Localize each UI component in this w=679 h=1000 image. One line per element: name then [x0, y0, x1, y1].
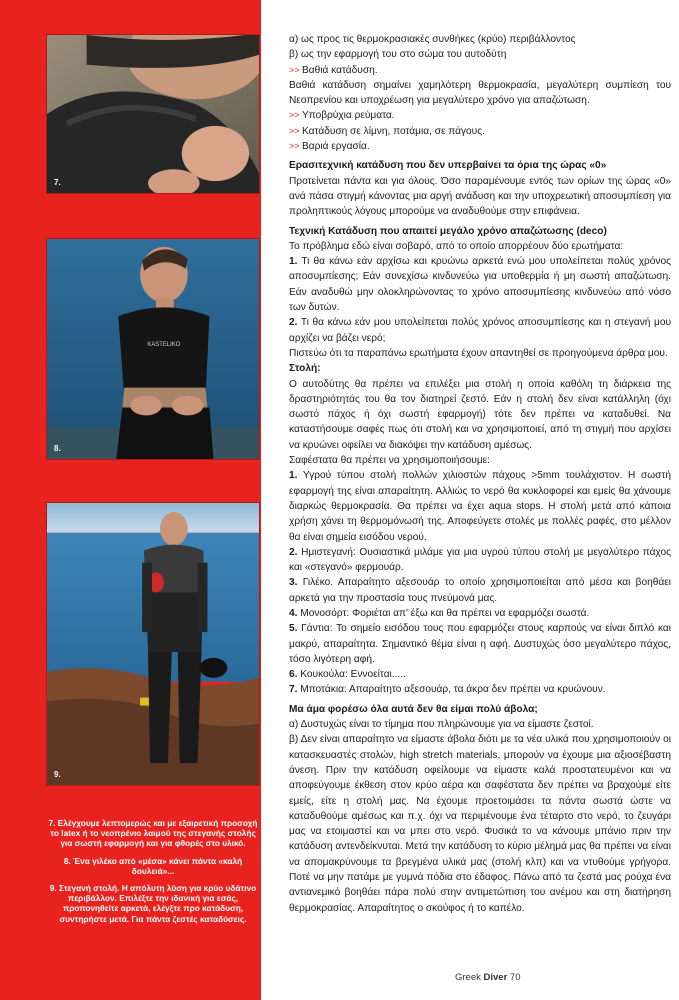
caption-9: 9. Στεγανή στολή. Η απόλυτη λύση για κρύο υδάτινο περιβάλλον. Επιλέξτε την ιδανική για εσάς, προπονηθείτε αρκετά, ελέγξτε προ κατάδυση, συντηρήστε μετά. Για πάντα ζεστές καταδύσεις. — [49, 883, 257, 924]
arrow-bullet-icon: >> — [289, 110, 300, 121]
section-heading: Τεχνική Κατάδυση που απαιτεί μεγάλο χρόνο απαζώτωσης (deco) — [289, 225, 607, 237]
numbered-item — [289, 621, 671, 667]
arrow-bullet-icon: >> — [289, 125, 300, 136]
caption-8: 8. Ένα γιλέκο από «μέσα» κάνει πάντα «καλή δουλειά»... — [63, 855, 243, 876]
numbered-item — [289, 575, 671, 606]
item-text: Γάντια: Το σημείο εισόδου τους που εφαρμόζει στους καρπούς να είναι διπλό και μακρύ, απαραίτητα. Σημαντικό θέμα είναι η αφή. Δυστυχώς όσο μεγαλύτερο πάχος, τόσο λιγότερη αφή. — [289, 623, 671, 665]
numbered-item — [289, 545, 671, 576]
photo-drysuit-diver — [46, 502, 260, 786]
item-text: Μποτάκια: Απαραίτητο αξεσουάρ, τα άκρα δεν πρέπει να κρυώνουν. — [300, 684, 606, 696]
item-text: Μονοσόρτ: Φοριέται απ' έξω και θα πρέπει να εφαρμόζει σωστά. — [300, 607, 590, 619]
photo-number: 7. — [54, 178, 61, 187]
photo-vest-diver — [46, 238, 260, 460]
article-body — [289, 32, 671, 916]
paragraph: Προτείνεται πάντα και για όλους. Όσο παραμένουμε εντός των ορίων της ώρας «0» ανά πάσα στιγμή κάνοντας μια αργή ανάδυση και την υποχρεωτική αποσυμπίεση για προληπτικούς λόγους μπορούμε να αναδυθούμε στην επιφάνεια. — [289, 175, 671, 218]
item-text: Τι θα κάνω εάν μου υπολείπεται πολύς χρόνος αποσυμπίεσης και η στεγανή μου αρχίζει να βάζει νερό; — [289, 317, 671, 344]
numbered-item — [289, 315, 671, 346]
item-text: Γιλέκο. Απαραίτητο αξεσουάρ το οποίο χρησιμοποιείται από μέσα και βοηθάει αρκετά για την προστασία τους πνεύμονά μας. — [289, 577, 671, 604]
bullet-item — [289, 108, 671, 123]
numbered-item — [289, 667, 671, 682]
paragraph: Πιστεύω ότι τα παραπάνω ερωτήματα έχουν απαντηθεί σε προηγούμενα άρθρα μου. — [289, 347, 668, 359]
paragraph: Βαθιά κατάδυση σημαίνει χαμηλότερη θερμοκρασία, μεγαλύτερη συμπίεση του Νεοπρενίου και υποχρέωση για μεγαλύτερο χρόνο για απαζώτωση. — [289, 79, 671, 107]
bullet-text: Υποβρύχια ρεύματα. — [302, 110, 395, 122]
numbered-item — [289, 468, 671, 544]
paragraph: Ο αυτοδύτης θα πρέπει να επιλέξει μια στολή η οποία καθόλη τη διάρκεια της δραστηριότητάς του θα τον διατηρεί ζεστό. Εάν η στολή δεν είναι κατάλληλη (όχι σωστό πάχος ή όχι σωστή εφαρμογή) τότε δεν πρέπει να καταδυθεί. Να καταστήσουμε σαφές πως ότι στολή και να χρησιμοποιεί, από τη στιγμή που αρχίσει να κρυώνει οφείλει να διακόψει την κατάδυση αμέσως. — [289, 378, 671, 451]
bullet-text: Κατάδυση σε λίμνη, ποτάμια, σε πάγους. — [302, 125, 485, 137]
numbered-item — [289, 606, 671, 621]
item-text: Κουκούλα: Εννοείται..... — [300, 669, 406, 681]
bullet-item — [289, 139, 671, 154]
photo-number: 9. — [54, 770, 61, 779]
item-number: 6. — [289, 669, 298, 681]
item-number: 2. — [289, 546, 298, 558]
bullet-item — [289, 124, 671, 139]
item-text: Τι θα κάνω εάν αρχίσω και κρυώνω αρκετά ενώ μου υπολείπεται πολύς χρόνος αποσυμπίεσης; Εάν συνεχίσω κινδυνεύω για υποθερμία ή μη σωστή απαζώτωση. Εάν αναδυθώ μην ολοκληρώνοντας το χρόνο αποσυμπίεσης κινδυνεύω από νόσο των δυτών. — [289, 256, 671, 314]
magazine-brand: Diver — [483, 972, 508, 983]
vest-brand-text: KASTELIKO — [147, 342, 181, 349]
numbered-item — [289, 682, 671, 697]
paragraph: β) Δεν είναι απαραίτητο να είμαστε άβολα διότι με τα νέα υλικά που χρησιμοποιούν οι κατασκευαστές στολών, high stretch materials, μπορούν να έχουμε μια αξιοσέβαστη άνεση. Πριν την κατάδυση οφείλουμε να είμαστε καλά προστατευμένοι και να αποφεύγουμε έκθεση στον κρύο αέρα και σαφέστατα δεν πρέπει να βραχούμε είτε εμείς, είτε η στολή μας. Να έχουμε προετοιμάσει τα πάντα σωστά ώστε να καταδυθούμε αμέσως και π.χ. όχι να περιμένουμε ένα τέταρτο στο νερό, το ζευγάρι μας να ετοιμαστεί και να μπει στο νερό. Φυσικά το να κάνουμε μπάνιο πριν την κατάδυση αντενδείκνυται. Μετά την κατάδυση το κύριο μέλημά μας θα πρέπει να είναι να απομακρύνουμε τα βρεγμένα υλικά μας (στολή κλπ) και να ντυθούμε γρήγορα. Ποτέ να μην πατάμε με γυμνά πόδια στο έδαφος. Πάνω από τα ζεστά μας ρούχα ένα αντιανεμικό βοηθάει πάρα πολύ στην αντιμετώπιση του ανέμου και στη διατήρηση θερμοκρασίας. Απαραίτητος ο σκούφος ή το καπέλο. — [289, 734, 671, 914]
vest-diver-illustration — [47, 239, 259, 459]
paragraph: β) ως την εφαρμογή του στο σώμα του αυτοδύτη — [289, 49, 507, 61]
section-heading: Ερασιτεχνική κατάδυση που δεν υπερβαίνει τα όρια της ώρας «0» — [289, 160, 607, 172]
bullet-item — [289, 63, 671, 78]
numbered-item — [289, 254, 671, 315]
item-number: 4. — [289, 607, 298, 619]
caption-7: 7. Ελέγχουμε λεπτομερώς και με εξαιρετική προσοχή τo latex ή το νεοπρένιο λαιμού της στεγανής στολής για σωστή εφαρμογή και για φθορές στο υλικό. — [48, 818, 258, 849]
photo-neck-seal — [46, 34, 260, 194]
bullet-text: Βαθιά κατάδυση. — [302, 64, 378, 76]
section-heading: Στολή: — [289, 363, 321, 375]
item-text: Ημιστεγανή: Ουσιαστικά μιλάμε για μια υγρού τύπου στολή με μεγαλύτερο πάχος και «στεγανό» φερμουάρ. — [289, 546, 671, 574]
paragraph: α) ως προς τις θερμοκρασιακές συνθήκες (κρύο) περιβάλλοντος — [289, 34, 576, 45]
item-number: 5. — [289, 623, 298, 635]
paragraph: Σαφέστατα θα πρέπει να χρησιμοποιήσουμε: — [289, 455, 490, 467]
paragraph: α) Δυστυχώς είναι το τίμημα που πληρώνουμε για να είμαστε ζεστοί. — [289, 719, 594, 731]
arrow-bullet-icon: >> — [289, 64, 300, 75]
page-footer — [455, 972, 521, 983]
arrow-bullet-icon: >> — [289, 141, 300, 152]
item-number: 7. — [289, 684, 298, 696]
magazine-name-prefix: Greek — [455, 972, 481, 983]
paragraph: Το πρόβλημα εδώ είναι σοβαρό, από το οποίο απορρέουν δύο ερωτήματα: — [289, 240, 624, 252]
item-number: 1. — [289, 470, 298, 482]
bullet-text: Βαριά εργασία. — [302, 141, 370, 153]
item-number: 1. — [289, 256, 298, 268]
photo-captions — [48, 818, 258, 931]
section-heading: Μα άμα φορέσω όλα αυτά δεν θα είμαι πολύ άβολα; — [289, 703, 538, 715]
item-number: 2. — [289, 317, 298, 329]
neck-seal-illustration — [47, 35, 259, 193]
item-text: Υγρού τύπου στολή πολλών χιλιοστών πάχους >5mm τουλάχιστον. Η σωστή εφαρμογή της είναι απαραίτητη. Αλλιώς το νερό θα κυκλοφορεί και εμείς θα χάνουμε διαρκώς θερμοκρασία. Θα πρέπει να έχει aqua stops. Η στολή μετά από κάποια χρήση χάνει τη θερμομόνωσή της. Αποφεύγετε στολές με πολλές ραφές, στο μέλλον θα είναι σημεία εισόδου νερού. — [289, 470, 671, 543]
item-number: 3. — [289, 577, 298, 589]
page-number: 70 — [509, 972, 521, 983]
photo-number: 8. — [54, 444, 61, 453]
drysuit-diver-illustration — [47, 503, 259, 785]
